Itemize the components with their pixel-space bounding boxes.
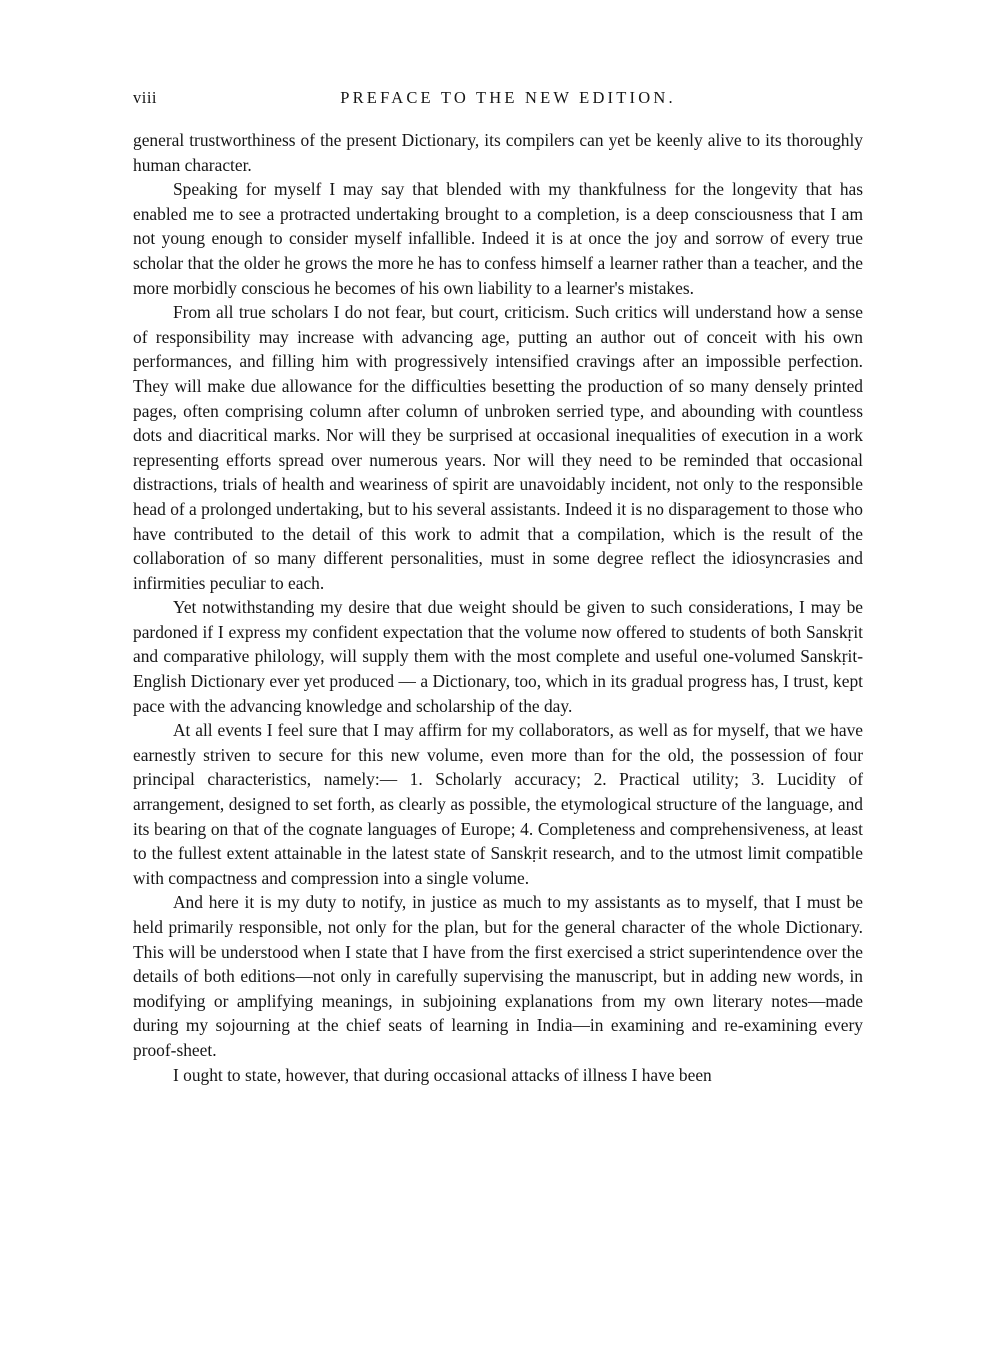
- paragraph: Speaking for myself I may say that blended with my thankfulness for the longevity that has enabled me to see a protracted undertaking brought to a completion, is a deep consciousness that I am not young enough to consider myself infallible. Indeed it is at once the joy and sorrow of every true scholar that the older he grows the more he has to confess himself a learner rather than a teacher, and the more morbidly conscious he becomes of his own liability to a learner's mistakes.: [133, 179, 863, 298]
- page-number: viii: [133, 88, 158, 107]
- paragraph: From all true scholars I do not fear, but court, criticism. Such critics will understand how a sense of responsibility may increase with advancing age, putting an author out of conceit with his own performances, and filling him with progressively intensified cravings after an impossible perfection. They will make due allowance for the difficulties besetting the production of so many densely printed pages, often comprising column after column of unbroken serried type, and abounding with countless dots and diacritical marks. Nor will they be surprised at occasional inequalities of execution in a work representing efforts spread over numerous years. Nor will they need to be reminded that occasional distractions, trials of health and weariness of spirit are unavoidably incident, not only to the responsible head of a prolonged undertaking, but to his several assistants. Indeed it is no disparagement to those who have contributed to the detail of this work to admit that a compilation, which is the result of the collaboration of so many different personalities, must in some degree reflect the idiosyncrasies and infirmities peculiar to each.: [133, 302, 863, 593]
- running-head-title: PREFACE TO THE NEW EDITION.: [340, 88, 676, 107]
- running-head: [133, 88, 863, 116]
- paragraph: I ought to state, however, that during occasional attacks of illness I have been: [173, 1064, 712, 1085]
- paragraph-continued: general trustworthiness of the present Dictionary, its compilers can yet be keenly alive to its thoroughly human character.: [133, 130, 863, 175]
- paragraph: At all events I feel sure that I may affirm for my collaborators, as well as for myself, that we have earnestly striven to secure for this new volume, even more than for the old, the possession of four principal characteristics, namely:— 1. Scholarly accuracy; 2. Practical utility; 3. Lucidity of arrangement, designed to set forth, as clearly as possible, the etymological structure of the language, and its bearing on that of the cognate languages of Europe; 4. Completeness and comprehensiveness, at least to the fullest extent attainable in the latest state of Sanskṛit research, and to the utmost limit compatible with compactness and compression into a single volume.: [133, 720, 863, 888]
- paragraph: And here it is my duty to notify, in justice as much to my assistants as to myself, that I must be held primarily responsible, not only for the plan, but for the general character of the whole Dictionary. This will be understood when I state that I have from the first exercised a strict superintendence over the details of both editions—not only in carefully supervising the manuscript, but in adding new words, in modifying or amplifying meanings, in subjoining explanations from my own literary notes—made during my sojourning at the chief seats of learning in India—in examining and re-examining every proof-sheet.: [133, 892, 863, 1060]
- paragraph: Yet notwithstanding my desire that due weight should be given to such considerations, I may be pardoned if I express my confident expectation that the volume now offered to students of both Sanskṛit and comparative philology, will supply them with the most complete and useful one-volumed Sanskṛit-English Dictionary ever yet produced — a Dictionary, too, which in its gradual progress has, I trust, kept pace with the advancing knowledge and scholarship of the day.: [133, 597, 863, 716]
- body-text: [133, 128, 863, 1087]
